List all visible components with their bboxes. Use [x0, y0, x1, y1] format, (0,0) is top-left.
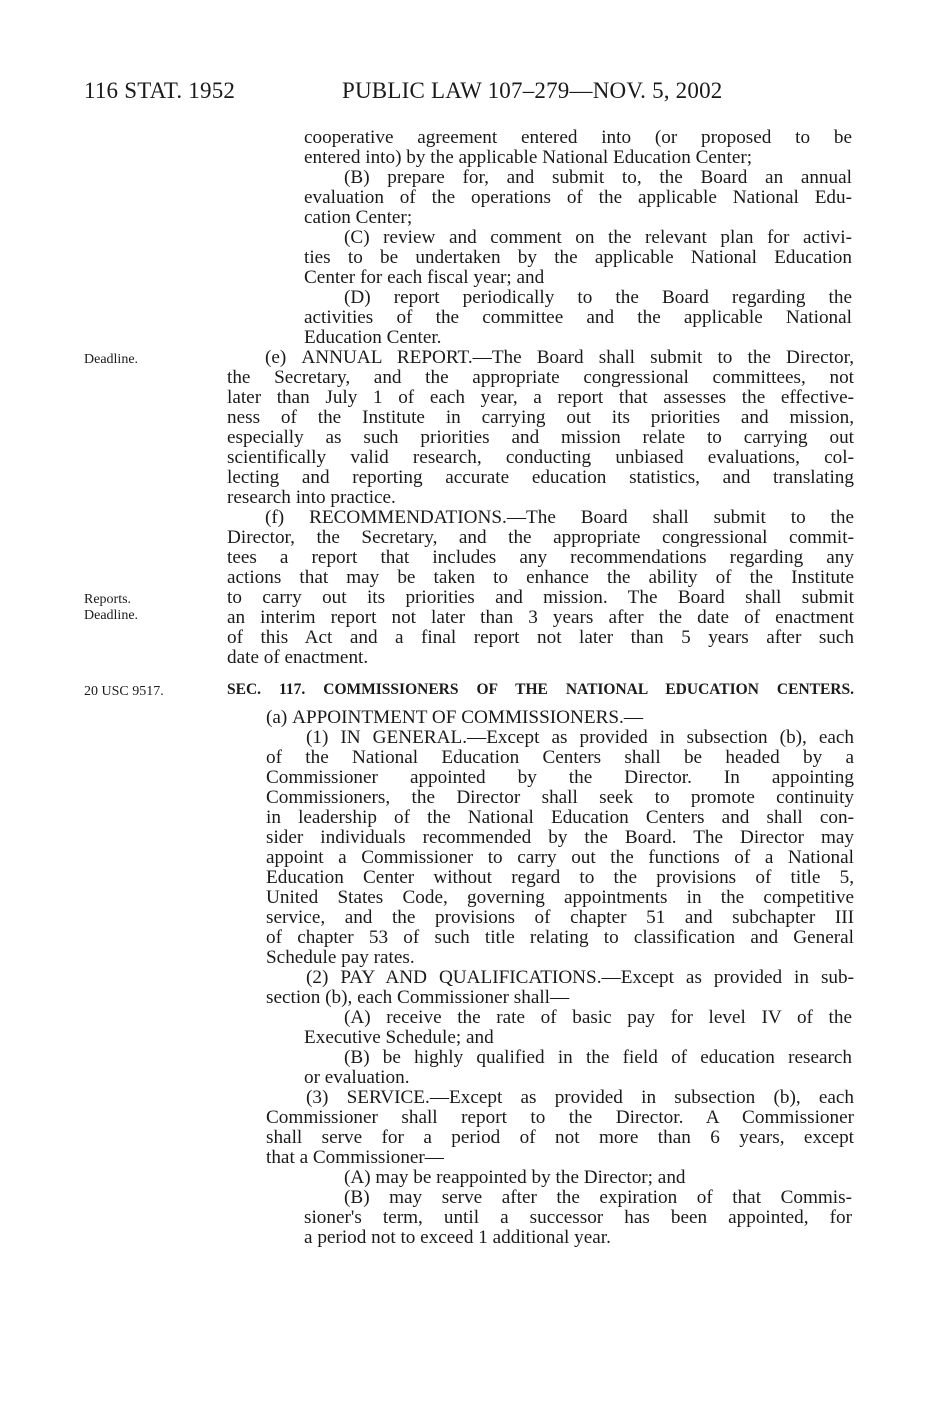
- text-line: Commissioners, the Director shall seek to promote continuity: [266, 787, 854, 808]
- annual-report-and-recommendations: [227, 348, 854, 668]
- service-items: [304, 1168, 852, 1248]
- text-line: (C) review and comment on the relevant plan for activi-: [344, 227, 852, 248]
- text-line: (f) RECOMMENDATIONS.—The Board shall submit to the: [265, 507, 854, 528]
- text-line: of this Act and a final report not later than 5 years after such: [227, 627, 854, 648]
- page-reference: 116 STAT. 1952: [84, 78, 236, 103]
- text-line: especially as such priorities and mission relate to carrying out: [227, 427, 854, 448]
- heading-pay-and-qualifications: PAY AND QUALIFICATIONS.: [340, 967, 602, 988]
- text-line: evaluation of the operations of the applicable National Edu-: [304, 187, 852, 208]
- text-line: (e) ANNUAL REPORT.—The Board shall submit to the Director,: [265, 347, 855, 368]
- text-line: sioner's term, until a successor has been appointed, for: [304, 1207, 852, 1228]
- heading-in-general: IN GENERAL.: [340, 727, 467, 748]
- text-line: cation Center;: [304, 207, 413, 228]
- text-line: (B) may serve after the expiration of that Commis-: [344, 1187, 852, 1208]
- heading-recommendations: RECOMMENDATIONS.: [309, 507, 507, 528]
- text-line: Center for each fiscal year; and: [304, 267, 545, 288]
- text-line: to carry out its priorities and mission. The Board shall submit: [227, 587, 854, 608]
- text-line: Commissioner appointed by the Director. In appointing: [266, 767, 854, 788]
- text-line: section (b), each Commissioner shall—: [266, 987, 570, 1008]
- text-line: (A) receive the rate of basic pay for level IV of the: [344, 1007, 852, 1028]
- text-line: (1) IN GENERAL.—Except as provided in subsection (b), each: [306, 727, 855, 748]
- text-line: later than July 1 of each year, a report that assesses the effective-: [227, 387, 854, 408]
- margin-note-reports: Reports.: [84, 592, 132, 607]
- text-line: Schedule pay rates.: [266, 947, 415, 968]
- text-line: United States Code, governing appointments in the competitive: [266, 887, 854, 908]
- text-line: the Secretary, and the appropriate congressional committees, not: [227, 367, 854, 388]
- text-line: Director, the Secretary, and the appropriate congressional commit-: [227, 527, 854, 548]
- pay-and-qualifications-items: [304, 1008, 852, 1088]
- text-line: (A) may be reappointed by the Director; and: [344, 1167, 686, 1188]
- text-line: service, and the provisions of chapter 51 and subchapter III: [266, 907, 854, 928]
- text-line: ties to be undertaken by the applicable National Education: [304, 247, 852, 268]
- text-line: ness of the Institute in carrying out its priorities and mission,: [227, 407, 854, 428]
- committee-duties-continuation: [304, 128, 852, 348]
- margin-note-deadline: Deadline.: [84, 608, 139, 623]
- text-line: an interim report not later than 3 years after the date of enactment: [227, 607, 854, 628]
- text-line: Commissioner shall report to the Director. A Commissioner: [266, 1107, 854, 1128]
- margin-note-usc-citation: 20 USC 9517.: [84, 684, 164, 699]
- text-line: (B) be highly qualified in the field of education research: [344, 1047, 852, 1068]
- text-line: of the National Education Centers shall be headed by a: [266, 747, 854, 768]
- law-title-header: PUBLIC LAW 107–279—NOV. 5, 2002: [342, 78, 723, 103]
- text-line: actions that may be taken to enhance the ability of the Institute: [227, 567, 854, 588]
- text-line: in leadership of the National Education Centers and shall con-: [266, 807, 854, 828]
- appointment-of-commissioners: [266, 708, 854, 1008]
- section-117-heading: SEC. 117. COMMISSIONERS OF THE NATIONAL EDUCATION CENTERS.: [227, 681, 854, 698]
- text-line: (D) report periodically to the Board regarding the: [344, 287, 852, 308]
- text-line: activities of the committee and the applicable National: [304, 307, 852, 328]
- text-line: lecting and reporting accurate education statistics, and translating: [227, 467, 854, 488]
- text-line: Education Center.: [304, 327, 442, 348]
- text-line: that a Commissioner—: [266, 1147, 444, 1168]
- text-line: appoint a Commissioner to carry out the functions of a National: [266, 847, 854, 868]
- text-line: entered into) by the applicable National Education Center;: [304, 147, 753, 168]
- text-line: tees a report that includes any recommendations regarding any: [227, 547, 854, 568]
- heading-annual-report: ANNUAL REPORT.: [301, 347, 473, 368]
- text-line: (2) PAY AND QUALIFICATIONS.—Except as provided in sub-: [306, 967, 854, 988]
- text-line: (a) APPOINTMENT OF COMMISSIONERS.—: [266, 707, 644, 728]
- text-line: Executive Schedule; and: [304, 1027, 494, 1048]
- text-line: sider individuals recommended by the Board. The Director may: [266, 827, 854, 848]
- text-line: of chapter 53 of such title relating to classification and General: [266, 927, 854, 948]
- heading-appointment-of-commissioners: APPOINTMENT OF COMMISSIONERS.: [292, 707, 624, 728]
- text-line: date of enactment.: [227, 647, 369, 668]
- text-line: (3) SERVICE.—Except as provided in subsection (b), each: [306, 1087, 855, 1108]
- text-line: research into practice.: [227, 487, 396, 508]
- margin-note-deadline: Deadline.: [84, 352, 139, 367]
- text-line: cooperative agreement entered into (or proposed to be: [304, 127, 852, 148]
- text-line: scientifically valid research, conducting unbiased evaluations, col-: [227, 447, 854, 468]
- text-line: (B) prepare for, and submit to, the Board an annual: [344, 167, 852, 188]
- heading-service: SERVICE.: [346, 1087, 430, 1108]
- service-clause: [266, 1088, 854, 1168]
- text-line: a period not to exceed 1 additional year.: [304, 1227, 611, 1248]
- text-line: or evaluation.: [304, 1067, 410, 1088]
- text-line: shall serve for a period of not more than 6 years, except: [266, 1127, 854, 1148]
- text-line: Education Center without regard to the provisions of title 5,: [266, 867, 854, 888]
